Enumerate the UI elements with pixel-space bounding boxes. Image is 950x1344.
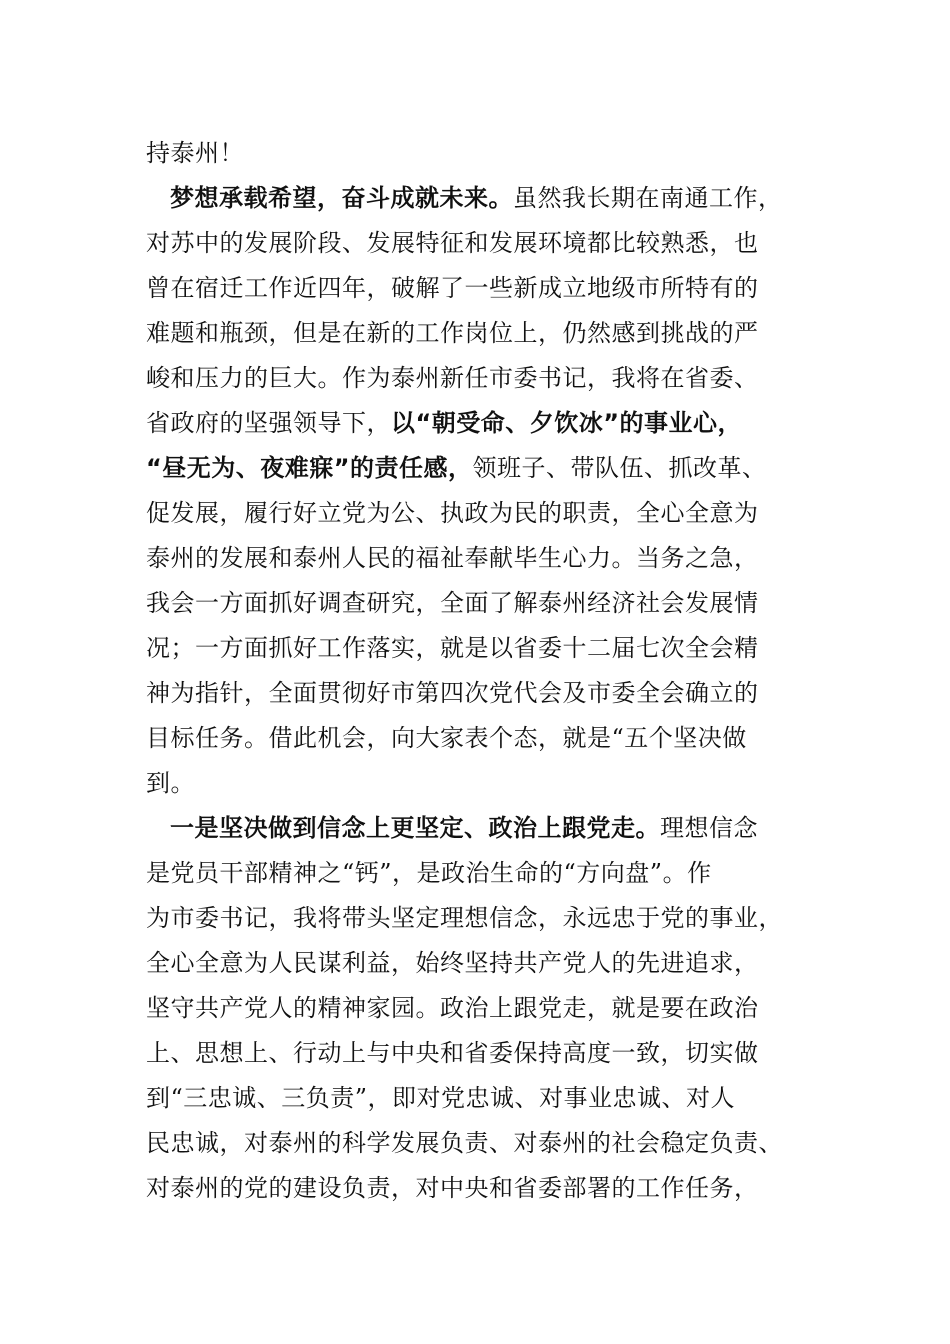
text-line xyxy=(146,266,826,310)
bold-run: “昼无为、夜难寐”的责任感， xyxy=(146,454,473,482)
text-run: 省政府的坚强领导下， xyxy=(146,409,391,437)
text-run: 虽然我长期在南通工作， xyxy=(513,184,783,212)
text-line xyxy=(146,626,826,670)
text-run: 难题和瓶颈，但是在新的工作岗位上，仍然感到挑战的严 xyxy=(146,319,759,347)
text-line xyxy=(146,716,826,760)
text-line xyxy=(146,851,826,895)
text-run: 促发展，履行好立党为公、执政为民的职责，全心全意为 xyxy=(146,499,759,527)
text-run: 峻和压力的巨大。作为泰州新任市委书记，我将在省委、 xyxy=(146,364,759,392)
text-line xyxy=(146,401,826,445)
text-run: 对苏中的发展阶段、发展特征和发展环境都比较熟悉，也 xyxy=(146,229,759,257)
text-line xyxy=(146,941,826,985)
text-run: 神为指针，全面贯彻好市第四次党代会及市委全会确立的 xyxy=(146,679,759,707)
text-line xyxy=(146,1166,826,1210)
text-run: 况；一方面抓好工作落实，就是以省委十二届七次全会精 xyxy=(146,634,759,662)
text-run: 泰州的发展和泰州人民的福祉奉献毕生心力。当务之急， xyxy=(146,544,759,572)
text-line xyxy=(146,491,826,535)
text-line xyxy=(146,896,826,940)
text-line xyxy=(146,581,826,625)
text-run: 领班子、带队伍、抓改革、 xyxy=(472,454,767,482)
text-run: 为市委书记，我将带头坚定理想信念，永远忠于党的事业， xyxy=(146,904,783,932)
text-line xyxy=(146,671,826,715)
text-run: 对泰州的党的建设负责，对中央和省委部署的工作任务， xyxy=(146,1174,759,1202)
text-line xyxy=(146,536,826,580)
bold-heading-run: 梦想承载希望，奋斗成就未来。 xyxy=(170,184,513,212)
bold-run: 以“朝受命、夕饮冰”的事业心， xyxy=(391,409,743,437)
text-run: 目标任务。借此机会，向大家表个态，就是“五个坚决做 xyxy=(146,724,747,752)
text-line xyxy=(146,221,826,265)
text-line xyxy=(146,446,826,490)
text-run: 理想信念 xyxy=(660,814,758,842)
text-run: 曾在宿迁工作近四年，破解了一些新成立地级市所特有的 xyxy=(146,274,759,302)
text-run: 持泰州！ xyxy=(146,139,244,167)
text-line xyxy=(146,1121,826,1165)
paragraph-heading-line xyxy=(170,806,850,850)
text-run: 到。 xyxy=(146,769,195,797)
text-run: 民忠诚，对泰州的科学发展负责、对泰州的社会稳定负责、 xyxy=(146,1129,783,1157)
text-line xyxy=(146,311,826,355)
text-line xyxy=(146,356,826,400)
text-run: 是党员干部精神之“钙”，是政治生命的“方向盘”。作 xyxy=(146,859,712,887)
text-run: 到“三忠诚、三负责”，即对党忠诚、对事业忠诚、对人 xyxy=(146,1084,736,1112)
text-run: 我会一方面抓好调查研究，全面了解泰州经济社会发展情 xyxy=(146,589,759,617)
text-run: 全心全意为人民谋利益，始终坚持共产党人的先进追求， xyxy=(146,949,759,977)
bold-heading-run: 一是坚决做到信念上更坚定、政治上跟党走。 xyxy=(170,814,660,842)
text-line xyxy=(146,761,826,805)
paragraph-heading-line xyxy=(170,176,850,220)
text-line xyxy=(146,986,826,1030)
text-run: 上、思想上、行动上与中央和省委保持高度一致，切实做 xyxy=(146,1039,759,1067)
text-line xyxy=(146,131,826,175)
text-run: 坚守共产党人的精神家园。政治上跟党走，就是要在政治 xyxy=(146,994,759,1022)
text-line xyxy=(146,1031,826,1075)
text-line xyxy=(146,1076,826,1120)
